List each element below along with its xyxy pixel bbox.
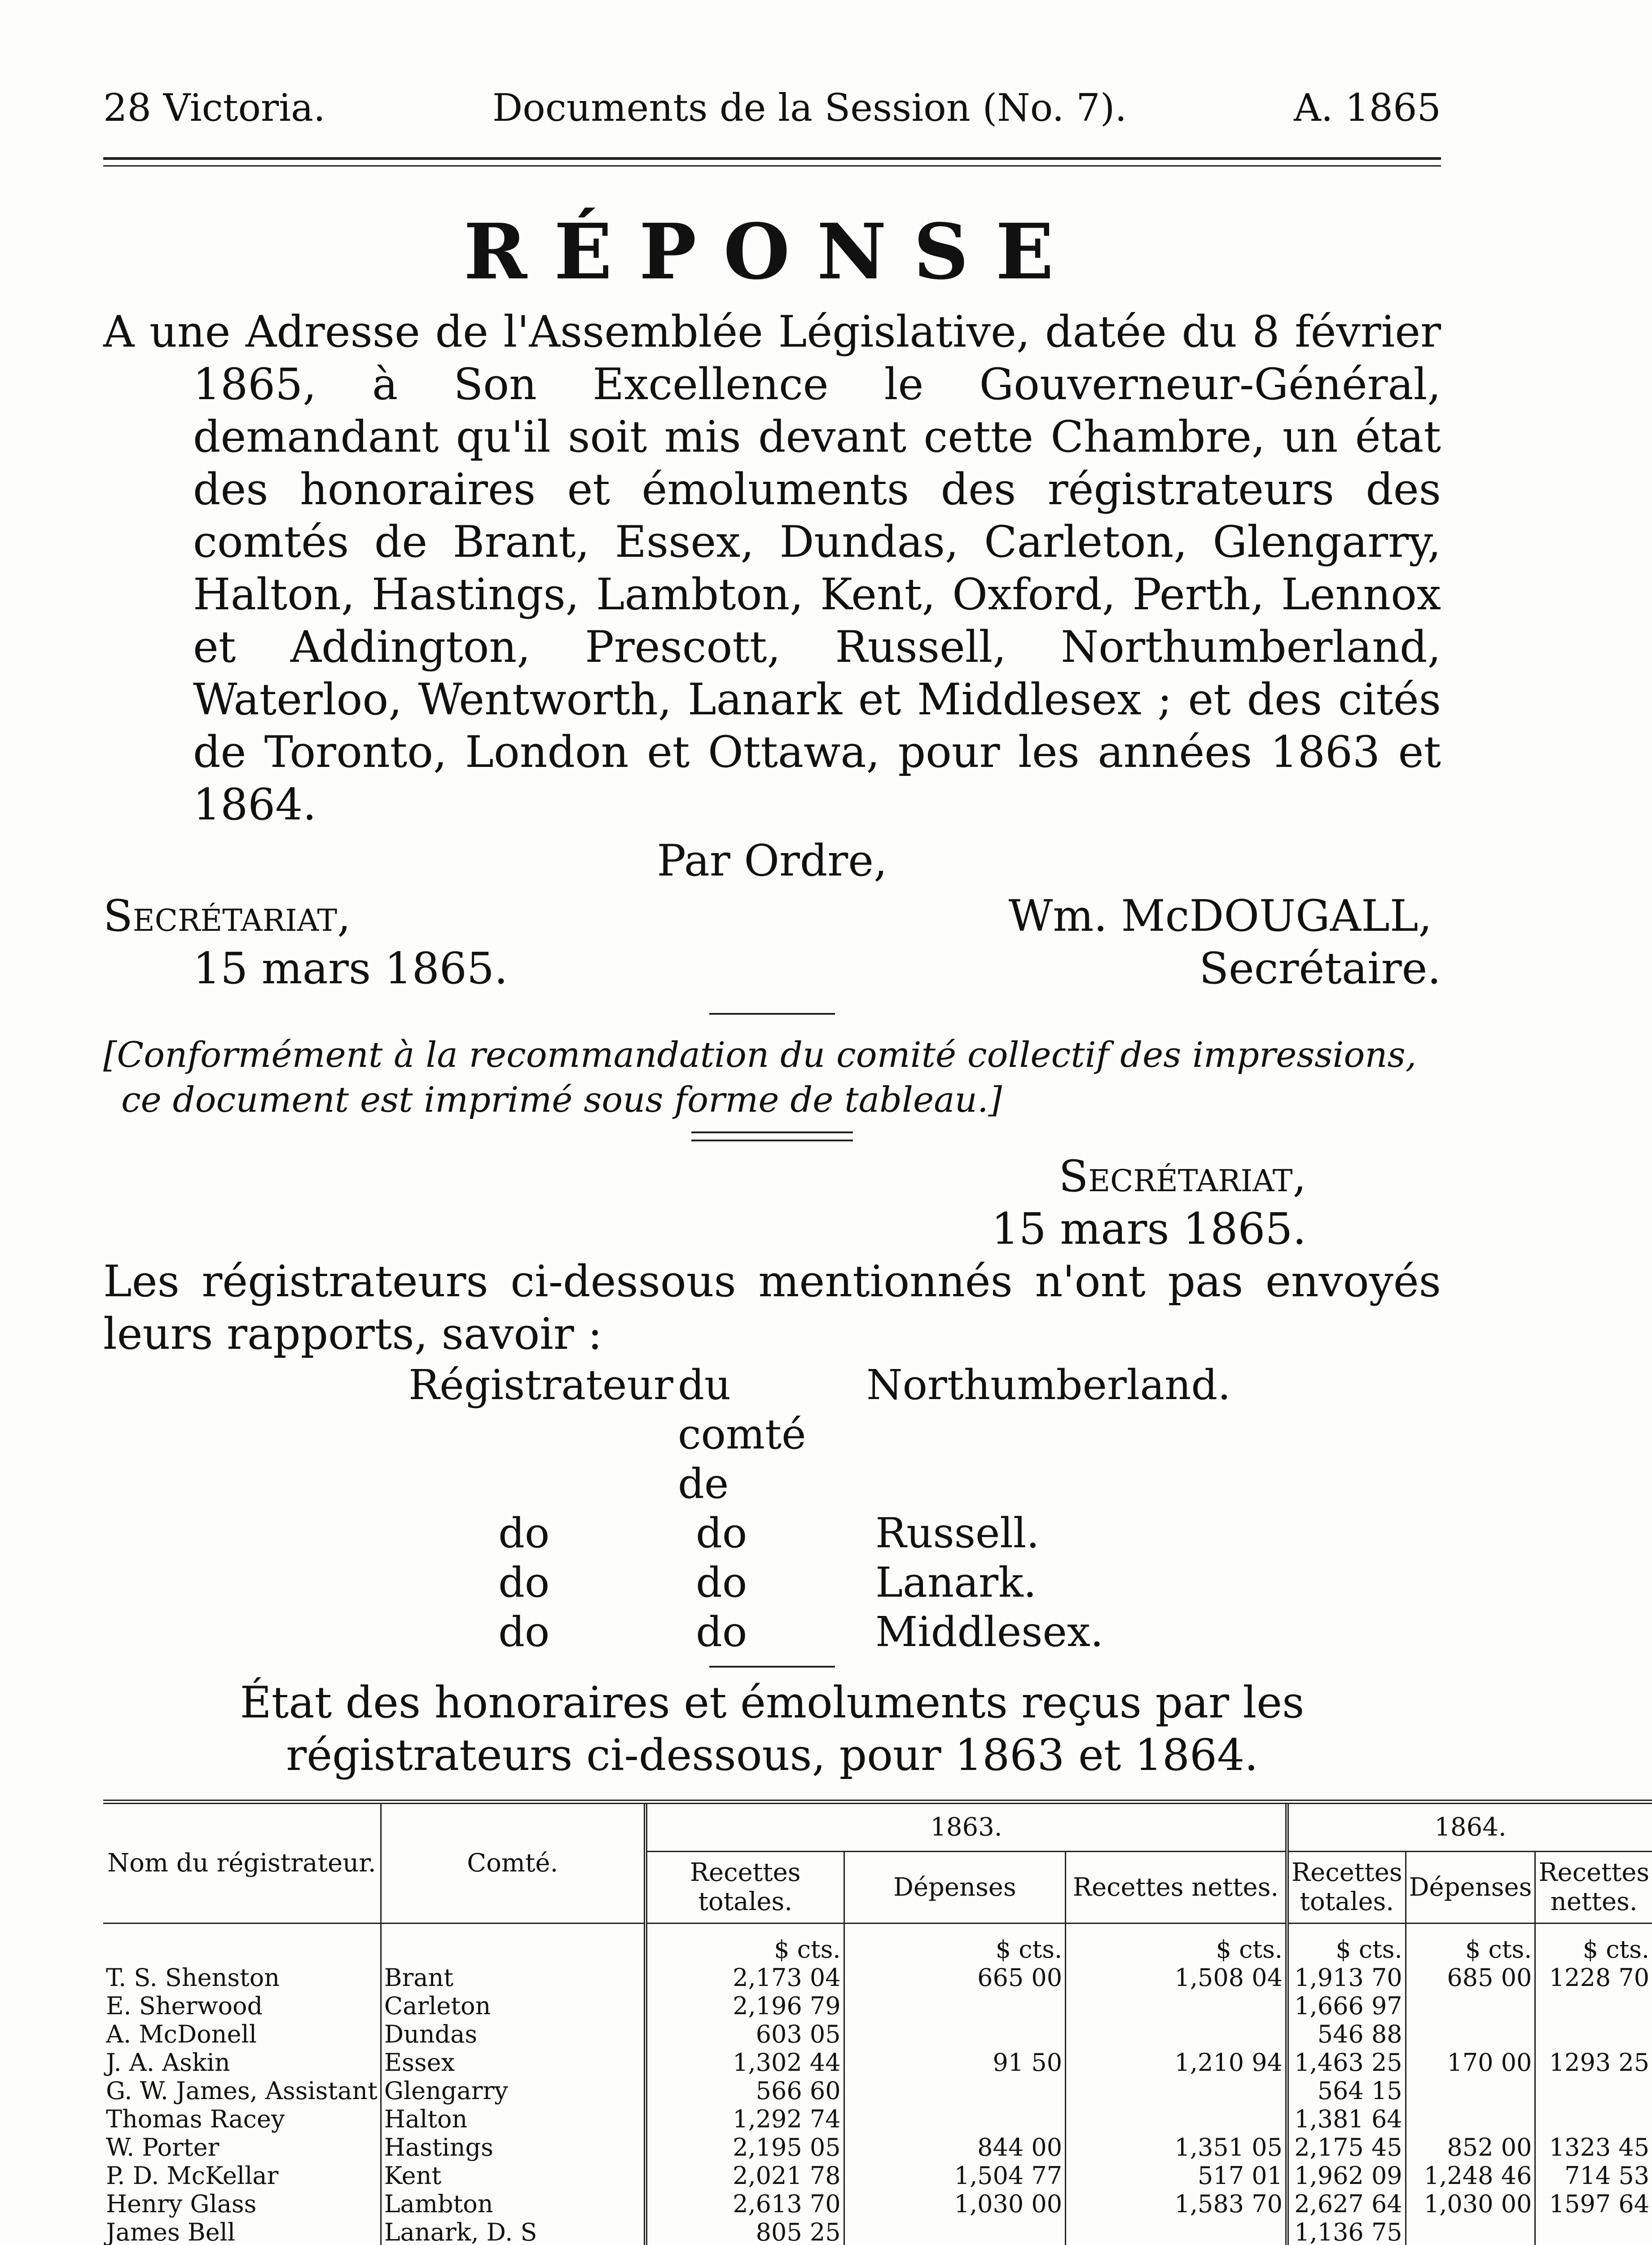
- county: Dundas: [381, 2020, 646, 2048]
- divider: [709, 1666, 835, 1668]
- signatory-name: Wm. McDOUGALL,: [1008, 891, 1432, 941]
- net-1863: 1,583 70: [1066, 2190, 1287, 2218]
- table-row: [103, 1963, 1652, 1992]
- table-row: [103, 2020, 1652, 2048]
- unit-label: $ cts.: [1582, 1935, 1650, 1963]
- registrar-name: Thomas Racey: [103, 2105, 381, 2133]
- table-row: [103, 2105, 1652, 2133]
- net-1863: [1066, 2218, 1287, 2245]
- receipts-1864: 564 15: [1287, 2077, 1406, 2105]
- net-1864: 1293 25: [1549, 2048, 1650, 2077]
- receipts-1863: 1,302 44: [646, 2048, 844, 2077]
- list-item: do do Lanark.: [498, 1558, 1037, 1607]
- expenses-1864: [1406, 2077, 1535, 2105]
- registrar-name: E. Sherwood: [103, 1992, 381, 2020]
- county: Essex: [381, 2048, 646, 2077]
- receipts-1864: 1,381 64: [1287, 2105, 1406, 2133]
- expenses-1864: 1,030 00: [1406, 2190, 1535, 2218]
- expenses-1863: [844, 2077, 1066, 2105]
- receipts-1864: 546 88: [1287, 2020, 1406, 2048]
- net-1864: [1535, 2020, 1652, 2048]
- expenses-1864: [1406, 1992, 1535, 2020]
- receipts-1864: 1,463 25: [1287, 2048, 1406, 2077]
- expenses-1863: [844, 2218, 1066, 2245]
- county: Lanark, D. S: [381, 2218, 646, 2245]
- secretariat-2-date: 15 mars 1865.: [991, 1204, 1306, 1254]
- unit-label: $ cts.: [1406, 1923, 1535, 1963]
- expenses-1864: [1406, 2020, 1535, 2048]
- table-row: [103, 2077, 1652, 2105]
- col-header-name: Nom du régistrateur.: [103, 1802, 381, 1923]
- fees-table: [103, 1800, 1652, 2245]
- registrar-name: G. W. James, Assistant: [103, 2077, 381, 2105]
- receipts-1864: 2,627 64: [1287, 2190, 1406, 2218]
- expenses-1863: 665 00: [844, 1963, 1066, 1992]
- col-header-rt-1863: Recettes totales.: [646, 1851, 844, 1923]
- expenses-1864: 1,248 46: [1406, 2161, 1535, 2190]
- expenses-1863: [844, 2105, 1066, 2133]
- col-header-1863: 1863.: [646, 1802, 1287, 1851]
- signatory-title: Secrétaire.: [1199, 943, 1441, 994]
- expenses-1864: 852 00: [1406, 2133, 1535, 2161]
- registrar-name: Henry Glass: [103, 2190, 381, 2218]
- header-right: A. 1865: [1294, 86, 1441, 130]
- col-header-rn-1864: Recettes nettes.: [1538, 1858, 1650, 1916]
- list-item: do do Russell.: [498, 1509, 1040, 1557]
- list-item: do do Middlesex.: [498, 1608, 1104, 1656]
- net-1864: 1597 64: [1549, 2190, 1650, 2218]
- net-1864: [1535, 2105, 1652, 2133]
- receipts-1863: 2,021 78: [646, 2161, 844, 2190]
- expenses-1864: 685 00: [1406, 1963, 1535, 1992]
- par-ordre: Par Ordre,: [657, 836, 888, 886]
- county: Brant: [381, 1963, 646, 1992]
- unit-label: $ cts.: [844, 1923, 1066, 1963]
- col-header-dep-1864: Dépenses: [1406, 1851, 1535, 1923]
- net-1864: [1535, 2218, 1652, 2245]
- receipts-1864: 1,136 75: [1287, 2218, 1406, 2245]
- net-1863: [1066, 2077, 1287, 2105]
- running-header: [103, 85, 1441, 130]
- net-1864: [1535, 1992, 1652, 2020]
- net-1863: 1,508 04: [1066, 1963, 1287, 1992]
- net-1863: [1066, 1992, 1287, 2020]
- missing-intro: Les régistrateurs ci-dessous mentionnés n'ont pas envoyés leurs rapports, savoir :: [103, 1256, 1441, 1359]
- registrar-name: James Bell: [103, 2218, 381, 2245]
- table-row: [103, 2161, 1652, 2190]
- net-1864: 1323 45: [1549, 2133, 1650, 2161]
- registrar-name: P. D. McKellar: [103, 2161, 381, 2190]
- page: [103, 85, 1650, 2245]
- county: Lambton: [381, 2190, 646, 2218]
- county: Hastings: [381, 2133, 646, 2161]
- net-1863: 517 01: [1066, 2161, 1287, 2190]
- county: Halton: [381, 2105, 646, 2133]
- net-1864: 714 53: [1564, 2161, 1650, 2190]
- receipts-1863: 2,196 79: [646, 1992, 844, 2020]
- col-header-comte: Comté.: [381, 1802, 646, 1923]
- county: Kent: [381, 2161, 646, 2190]
- header-center: Documents de la Session (No. 7).: [492, 86, 1127, 130]
- net-1864: [1535, 2077, 1652, 2105]
- expenses-1863: 91 50: [844, 2048, 1066, 2077]
- expenses-1864: 170 00: [1406, 2048, 1535, 2077]
- net-1863: 1,351 05: [1066, 2133, 1287, 2161]
- page-title: RÉPONSE: [463, 207, 1081, 297]
- expenses-1863: 1,504 77: [844, 2161, 1066, 2190]
- etat-title: État des honoraires et émoluments reçus par les régistrateurs ci-dessous, pour 1863 et 1864.: [240, 1677, 1305, 1780]
- unit-label: $ cts.: [1066, 1923, 1287, 1963]
- signature-block: [103, 890, 1441, 995]
- expenses-1863: [844, 2020, 1066, 2048]
- receipts-1863: 603 05: [646, 2020, 844, 2048]
- table-row: [103, 2190, 1652, 2218]
- receipts-1863: 2,173 04: [646, 1963, 844, 1992]
- receipts-1864: 1,913 70: [1287, 1963, 1406, 1992]
- expenses-1863: 1,030 00: [844, 2190, 1066, 2218]
- double-divider: [691, 1131, 853, 1141]
- header-rule: [103, 157, 1441, 160]
- col-header-dep-1863: Dépenses: [844, 1851, 1066, 1923]
- expenses-1863: 844 00: [844, 2133, 1066, 2161]
- secretariat-2: [103, 1150, 1441, 1255]
- county: Carleton: [381, 1992, 646, 2020]
- receipts-1863: 1,292 74: [646, 2105, 844, 2133]
- unit-label: $ cts.: [1287, 1923, 1406, 1963]
- registrar-name: A. McDonell: [103, 2020, 381, 2048]
- table-row: [103, 2133, 1652, 2161]
- receipts-1863: 2,613 70: [646, 2190, 844, 2218]
- registrar-name: J. A. Askin: [103, 2048, 381, 2077]
- table-row: [103, 2048, 1652, 2077]
- header-rule-thin: [103, 165, 1441, 167]
- table-row: [103, 2218, 1652, 2245]
- expenses-1864: [1406, 2218, 1535, 2245]
- address-paragraph: A une Adresse de l'Assemblée Législative, datée du 8 février 1865, à Son Excellence le Gouverneur-Général, demandant qu'il soit mis devant cette Chambre, un état des honoraires et émoluments des régistrateurs des comtés de Brant, Essex, Dundas, Carleton, Glengarry, Halton, Hastings, Lambton, Kent, Oxford, Perth, Lennox et Addington, Prescott, Russell, Northumberland, Waterloo, Wentworth, Lanark et Middlesex ; et des cités de Toronto, London et Ottawa, pour les années 1863 et 1864.: [103, 307, 1441, 830]
- secretariat-date: 15 mars 1865.: [193, 943, 508, 994]
- divider: [709, 1013, 835, 1015]
- table-row: [103, 1992, 1652, 2020]
- expenses-1864: [1406, 2105, 1535, 2133]
- net-1863: [1066, 2020, 1287, 2048]
- unit-label: $ cts.: [646, 1923, 844, 1963]
- receipts-1864: 1,666 97: [1287, 1992, 1406, 2020]
- receipts-1863: 566 60: [646, 2077, 844, 2105]
- secretariat-2-label: Secrétariat,: [1059, 1151, 1306, 1202]
- missing-registrars-list: [409, 1360, 1441, 1657]
- list-item: Régistrateur du comté de Northumberland.: [409, 1361, 1231, 1508]
- printing-note: [Conformément à la recommandation du comité collectif des impressions, ce document est imprimé sous forme de tableau.]: [103, 1035, 1417, 1120]
- receipts-1864: 2,175 45: [1287, 2133, 1406, 2161]
- header-left: 28 Victoria.: [103, 86, 325, 130]
- net-1864: 1228 70: [1549, 1963, 1650, 1992]
- receipts-1863: 805 25: [646, 2218, 844, 2245]
- col-header-1864: 1864.: [1287, 1802, 1652, 1851]
- col-header-rn-1863: Recettes nettes.: [1066, 1851, 1287, 1923]
- net-1863: [1066, 2105, 1287, 2133]
- expenses-1863: [844, 1992, 1066, 2020]
- registrar-name: W. Porter: [103, 2133, 381, 2161]
- registrar-name: T. S. Shenston: [103, 1963, 381, 1992]
- secretariat-label: Secrétariat,: [103, 891, 351, 941]
- county: Glengarry: [381, 2077, 646, 2105]
- receipts-1863: 2,195 05: [646, 2133, 844, 2161]
- col-header-rt-1864: Recettes totales.: [1287, 1851, 1406, 1923]
- net-1863: 1,210 94: [1066, 2048, 1287, 2077]
- receipts-1864: 1,962 09: [1287, 2161, 1406, 2190]
